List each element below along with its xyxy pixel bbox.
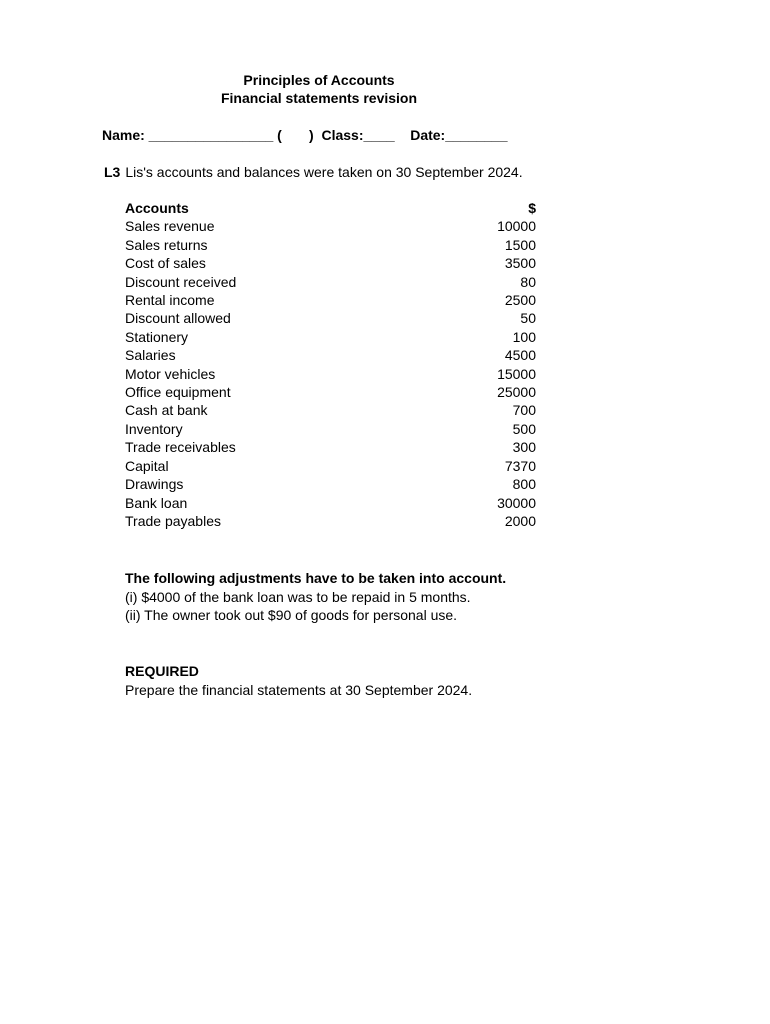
question-text: Lis's accounts and balances were taken on 30 September 2024. xyxy=(125,164,523,180)
title-block xyxy=(100,71,538,107)
account-amount: 500 xyxy=(512,420,536,437)
account-label: Office equipment xyxy=(125,384,231,401)
account-label: Discount received xyxy=(125,273,237,290)
table-row xyxy=(125,291,536,309)
account-amount: 1500 xyxy=(504,236,536,253)
table-row xyxy=(125,438,536,456)
account-label: Inventory xyxy=(125,420,183,437)
table-row xyxy=(125,512,536,530)
table-row xyxy=(125,401,536,419)
account-amount: 7370 xyxy=(504,457,536,474)
account-label: Stationery xyxy=(125,328,189,345)
account-amount: 3500 xyxy=(504,255,536,272)
account-amount: 25000 xyxy=(497,384,536,401)
adjustments-section xyxy=(125,569,506,625)
table-row xyxy=(125,309,536,327)
adjustment-item: (ii) The owner took out $90 of goods for personal use. xyxy=(125,607,458,623)
account-label: Drawings xyxy=(125,476,184,493)
account-amount: 800 xyxy=(512,476,536,493)
accounts-header-label: Accounts xyxy=(125,200,189,216)
required-heading: REQUIRED xyxy=(125,663,199,679)
page-title: Principles of Accounts xyxy=(243,72,395,88)
table-row xyxy=(125,457,536,475)
accounts-table xyxy=(125,199,536,530)
table-row xyxy=(125,420,536,438)
account-label: Rental income xyxy=(125,292,215,309)
account-amount: 15000 xyxy=(497,365,536,382)
question-number: L3 xyxy=(104,164,121,180)
account-label: Trade payables xyxy=(125,512,221,529)
accounts-body xyxy=(125,217,536,530)
table-row xyxy=(125,236,536,254)
table-row xyxy=(125,475,536,493)
account-label: Capital xyxy=(125,457,169,474)
account-label: Cash at bank xyxy=(125,402,208,419)
account-label: Salaries xyxy=(125,347,176,364)
table-row xyxy=(125,328,536,346)
account-label: Bank loan xyxy=(125,494,188,511)
account-label: Trade receivables xyxy=(125,439,236,456)
accounts-header-amount: $ xyxy=(528,200,536,216)
required-section xyxy=(125,662,472,699)
account-label: Sales returns xyxy=(125,236,208,253)
student-info-line: Name: ________________ ( ) Class:____ Date:________ xyxy=(102,127,508,143)
table-row xyxy=(125,383,536,401)
account-amount: 100 xyxy=(512,328,536,345)
adjustment-item: (i) $4000 of the bank loan was to be repaid in 5 months. xyxy=(125,588,471,605)
account-label: Sales revenue xyxy=(125,218,215,235)
account-label: Cost of sales xyxy=(125,255,206,272)
account-amount: 50 xyxy=(520,310,536,327)
table-row xyxy=(125,494,536,512)
table-row xyxy=(125,254,536,272)
required-text: Prepare the financial statements at 30 September 2024. xyxy=(125,681,473,698)
table-row xyxy=(125,365,536,383)
table-row xyxy=(125,273,536,291)
account-amount: 2500 xyxy=(504,292,536,309)
account-amount: 30000 xyxy=(497,494,536,511)
page-subtitle: Financial statements revision xyxy=(220,90,418,106)
adjustments-heading: The following adjustments have to be taken into account. xyxy=(125,570,507,586)
account-amount: 10000 xyxy=(497,218,536,235)
question-intro xyxy=(104,163,523,181)
account-amount: 4500 xyxy=(504,347,536,364)
account-amount: 700 xyxy=(512,402,536,419)
account-label: Motor vehicles xyxy=(125,365,216,382)
table-row xyxy=(125,346,536,364)
account-amount: 300 xyxy=(512,439,536,456)
account-label: Discount allowed xyxy=(125,310,231,327)
accounts-header-row xyxy=(125,199,536,217)
account-amount: 80 xyxy=(520,273,536,290)
account-amount: 2000 xyxy=(504,512,536,529)
table-row xyxy=(125,217,536,235)
